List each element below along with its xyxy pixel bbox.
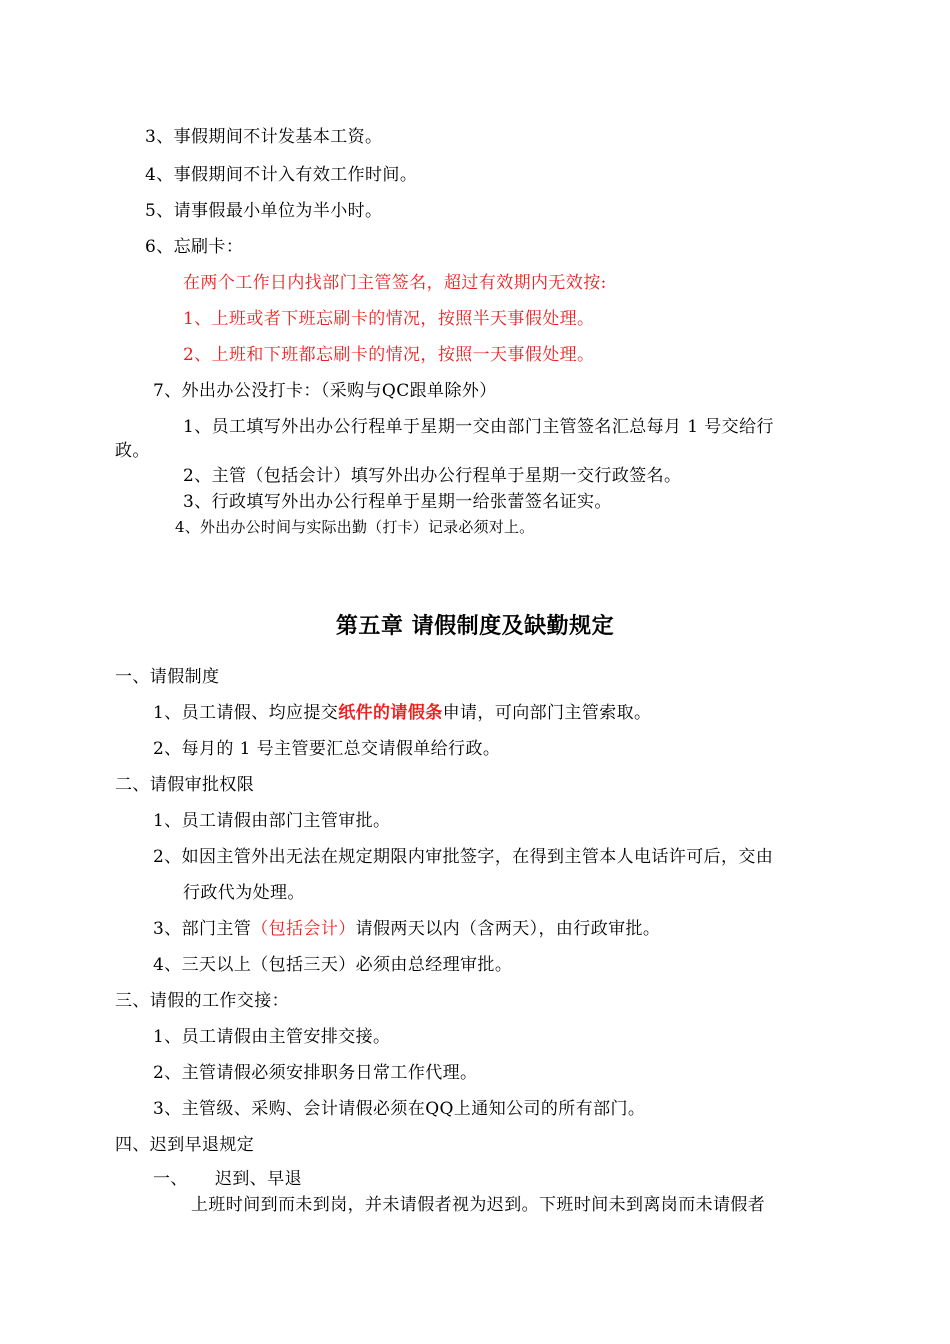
handover-item-3: 3、主管级、采购、会计请假必须在QQ上通知公司的所有部门。 [153, 1099, 646, 1119]
approval-item-3 [153, 918, 660, 940]
forgot-card-item-1: 1、上班或者下班忘刷卡的情况，按照半天事假处理。 [183, 309, 595, 329]
leave-system-heading: 一、请假制度 [115, 667, 220, 687]
late-sub-title: 迟到、早退 [215, 1169, 302, 1189]
item-4: 4、事假期间不计入有效工作时间。 [145, 165, 418, 185]
outing-item-2: 2、主管（包括会计）填写外出办公行程单于星期一交行政签名。 [183, 466, 682, 486]
item-6: 6、忘刷卡： [145, 237, 244, 257]
leave-system-item-1 [153, 702, 651, 724]
approval-item-4: 4、三天以上（包括三天）必须由总经理审批。 [153, 955, 513, 975]
item-3: 3、事假期间不计发基本工资。 [145, 127, 383, 147]
approval-item-3-pre: 3、部门主管 [153, 919, 252, 939]
leave-system-item-1-post: 申请，可向部门主管索取。 [442, 703, 652, 723]
late-sub-number: 一、 [153, 1169, 188, 1189]
outing-item-1-line-2: 政。 [115, 441, 150, 461]
handover-item-2: 2、主管请假必须安排职务日常工作代理。 [153, 1063, 478, 1083]
item-5: 5、请事假最小单位为半小时。 [145, 201, 383, 221]
handover-heading: 三、请假的工作交接： [115, 991, 289, 1011]
approval-item-2-line-1: 2、如因主管外出无法在规定期限内审批签字，在得到主管本人电话许可后，交由 [153, 847, 774, 867]
forgot-card-intro: 在两个工作日内找部门主管签名，超过有效期内无效按: [183, 273, 607, 293]
outing-item-1-line-1: 1、员工填写外出办公行程单于星期一交由部门主管签名汇总每月 1 号交给行 [183, 417, 774, 437]
chapter-title: 第五章 请假制度及缺勤规定 [335, 614, 615, 639]
leave-system-item-1-pre: 1、员工请假、均应提交 [153, 703, 339, 723]
approval-heading: 二、请假审批权限 [115, 775, 255, 795]
including-accounting-emphasis: （包括会计） [251, 919, 356, 939]
approval-item-1: 1、员工请假由部门主管审批。 [153, 811, 391, 831]
late-heading: 四、迟到早退规定 [115, 1135, 255, 1155]
forgot-card-item-2: 2、上班和下班都忘刷卡的情况，按照一天事假处理。 [183, 345, 595, 365]
leave-system-item-2: 2、每月的 1 号主管要汇总交请假单给行政。 [153, 739, 501, 759]
outing-item-3: 3、行政填写外出办公行程单于星期一给张蕾签名证实。 [183, 492, 612, 512]
outing-title: 7、外出办公没打卡：（采购与QC跟单除外） [153, 381, 497, 401]
outing-item-4: 4、外出办公时间与实际出勤（打卡）记录必须对上。 [175, 518, 535, 536]
approval-item-3-post: 请假两天以内（含两天），由行政审批。 [355, 919, 661, 939]
handover-item-1: 1、员工请假由主管安排交接。 [153, 1027, 391, 1047]
late-rule-text: 上班时间到而未到岗，并未请假者视为迟到。下班时间未到离岗而未请假者 [191, 1195, 766, 1215]
paper-leave-slip-emphasis: 纸件的请假条 [338, 703, 443, 723]
approval-item-2-line-2: 行政代为处理。 [183, 883, 305, 903]
